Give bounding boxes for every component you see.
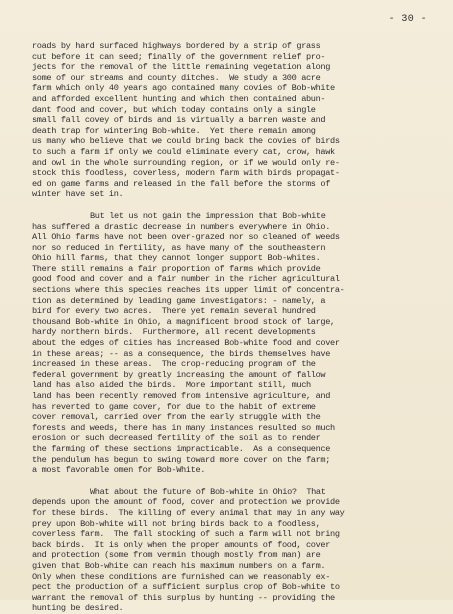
text-line: winter have set in. bbox=[32, 189, 124, 200]
text-line: stock this foodless, coverless, modern farm with birds propagat- bbox=[32, 168, 340, 179]
text-line: some of our streams and county ditches. We study a 300 acre bbox=[32, 72, 321, 83]
text-line: land has been recently removed from intensive agriculture, and bbox=[32, 391, 331, 401]
text-line: given that Bob-white can reach his maximum numbers on a farm. bbox=[32, 560, 326, 571]
text-line: has reverted to game cover, for due to the habit of extreme bbox=[32, 401, 316, 412]
text-line: back birds. It is only when the proper amounts of food, cover bbox=[32, 539, 331, 550]
text-line: What about the future of Bob-white in Ohio? That bbox=[90, 486, 326, 497]
text-line: farm which only 40 years ago contained many covies of Bob-white bbox=[32, 83, 335, 94]
text-line: federal government by greatly increasing the amount of fallow bbox=[32, 369, 326, 380]
paragraph bbox=[32, 41, 442, 200]
text-line: cover removal, carried over from the early struggle with the bbox=[32, 412, 321, 423]
paragraph bbox=[32, 487, 442, 614]
text-line: forests and weeds, there has in many instances resulted so much bbox=[32, 422, 335, 433]
text-line: depends upon the amount of food, cover and protection we provide bbox=[32, 497, 340, 508]
text-line: about the edges of cities has increased Bob-white food and cover bbox=[32, 338, 340, 349]
text-line: erosion or such decreased fertility of the soil as to render bbox=[32, 433, 321, 444]
text-line: in these areas; -- as a consequence, the birds themselves have bbox=[32, 348, 331, 359]
text-line: There still remains a fair proportion of farms which provide bbox=[32, 263, 321, 274]
text-line: a most favorable omen for Bob-White. bbox=[32, 465, 206, 476]
text-line: the farming of these sections impracticable. As a consequence bbox=[32, 443, 331, 454]
text-line: sections where this species reaches its upper limit of concentra- bbox=[32, 285, 345, 296]
text-line: thousand Bob-white in Ohio, a magnificent brood stock of large, bbox=[32, 316, 335, 327]
text-line: has suffered a drastic decrease in numbers everywhere in Ohio. bbox=[32, 221, 331, 232]
text-line: and owl in the whole surrounding region, or if we would only re- bbox=[32, 157, 340, 168]
text-line: warrant the removal of this surplus by hunting -- providing the bbox=[32, 592, 335, 603]
text-line: ed on game farms and released in the fall before the storms of bbox=[32, 178, 331, 189]
page-number: - 30 - bbox=[388, 14, 427, 25]
text-line: to such a farm if only we could eliminate every cat, crow, hawk bbox=[32, 146, 335, 157]
text-line: prey upon Bob-white will not bring birds back to a foodless, bbox=[32, 518, 321, 529]
text-line: Only when these conditions are furnished can we reasonably ex- bbox=[32, 571, 331, 582]
text-line: jects for the removal of the little remaining vegetation along bbox=[32, 62, 331, 73]
text-line: for these birds. The killing of every animal that may in any way bbox=[32, 507, 345, 518]
text-line: All Ohio farms have not been over-grazed nor so cleaned of weeds bbox=[32, 232, 340, 243]
body-text bbox=[32, 41, 442, 614]
text-line: land has also aided the birds. More important still, much bbox=[32, 380, 311, 391]
text-line: bird for every two acres. There yet remain several hundred bbox=[32, 306, 316, 317]
text-line: hardy northern birds. Furthermore, all recent developments bbox=[32, 327, 316, 338]
text-line: good food and cover and a fair number in the richer agricultural bbox=[32, 274, 340, 285]
text-line: small fall covey of birds and is virtually a barren waste and bbox=[32, 115, 326, 126]
text-line: But let us not gain the impression that Bob-white bbox=[90, 210, 326, 221]
text-line: increased in these areas. The crop-reducing program of the bbox=[32, 359, 316, 370]
text-line: and afforded excellent hunting and which then contained abun- bbox=[32, 93, 326, 104]
text-line: tion as determined by leading game investigators: - namely, a bbox=[32, 295, 326, 306]
paragraph bbox=[32, 211, 442, 476]
text-line: the pendulum has begun to swing toward more cover on the farm; bbox=[32, 454, 331, 465]
text-line: dant food and cover, but which today contains only a single bbox=[32, 104, 316, 115]
text-line: coverless farm. The fall stocking of such a farm will not bring bbox=[32, 529, 340, 540]
text-line: death trap for wintering Bob-white. Yet there remain among bbox=[32, 125, 316, 136]
text-line: Ohio hill farms, that they cannot longer support Bob-whites. bbox=[32, 253, 321, 264]
text-line: roads by hard surfaced highways bordered by a strip of grass bbox=[32, 41, 321, 51]
text-line: cut before it can seed; finally of the government relief pro- bbox=[32, 51, 326, 62]
text-line: and protection (some from vermin though mostly from man) are bbox=[32, 550, 321, 561]
text-line: hunting be desired. bbox=[32, 603, 124, 614]
text-line: pect the production of a sufficient surplus crop of Bob-white to bbox=[32, 582, 340, 593]
text-line: nor so reduced in fertility, as have many of the southeastern bbox=[32, 242, 326, 253]
text-line: us many who believe that we could bring back the covies of birds bbox=[32, 136, 340, 147]
